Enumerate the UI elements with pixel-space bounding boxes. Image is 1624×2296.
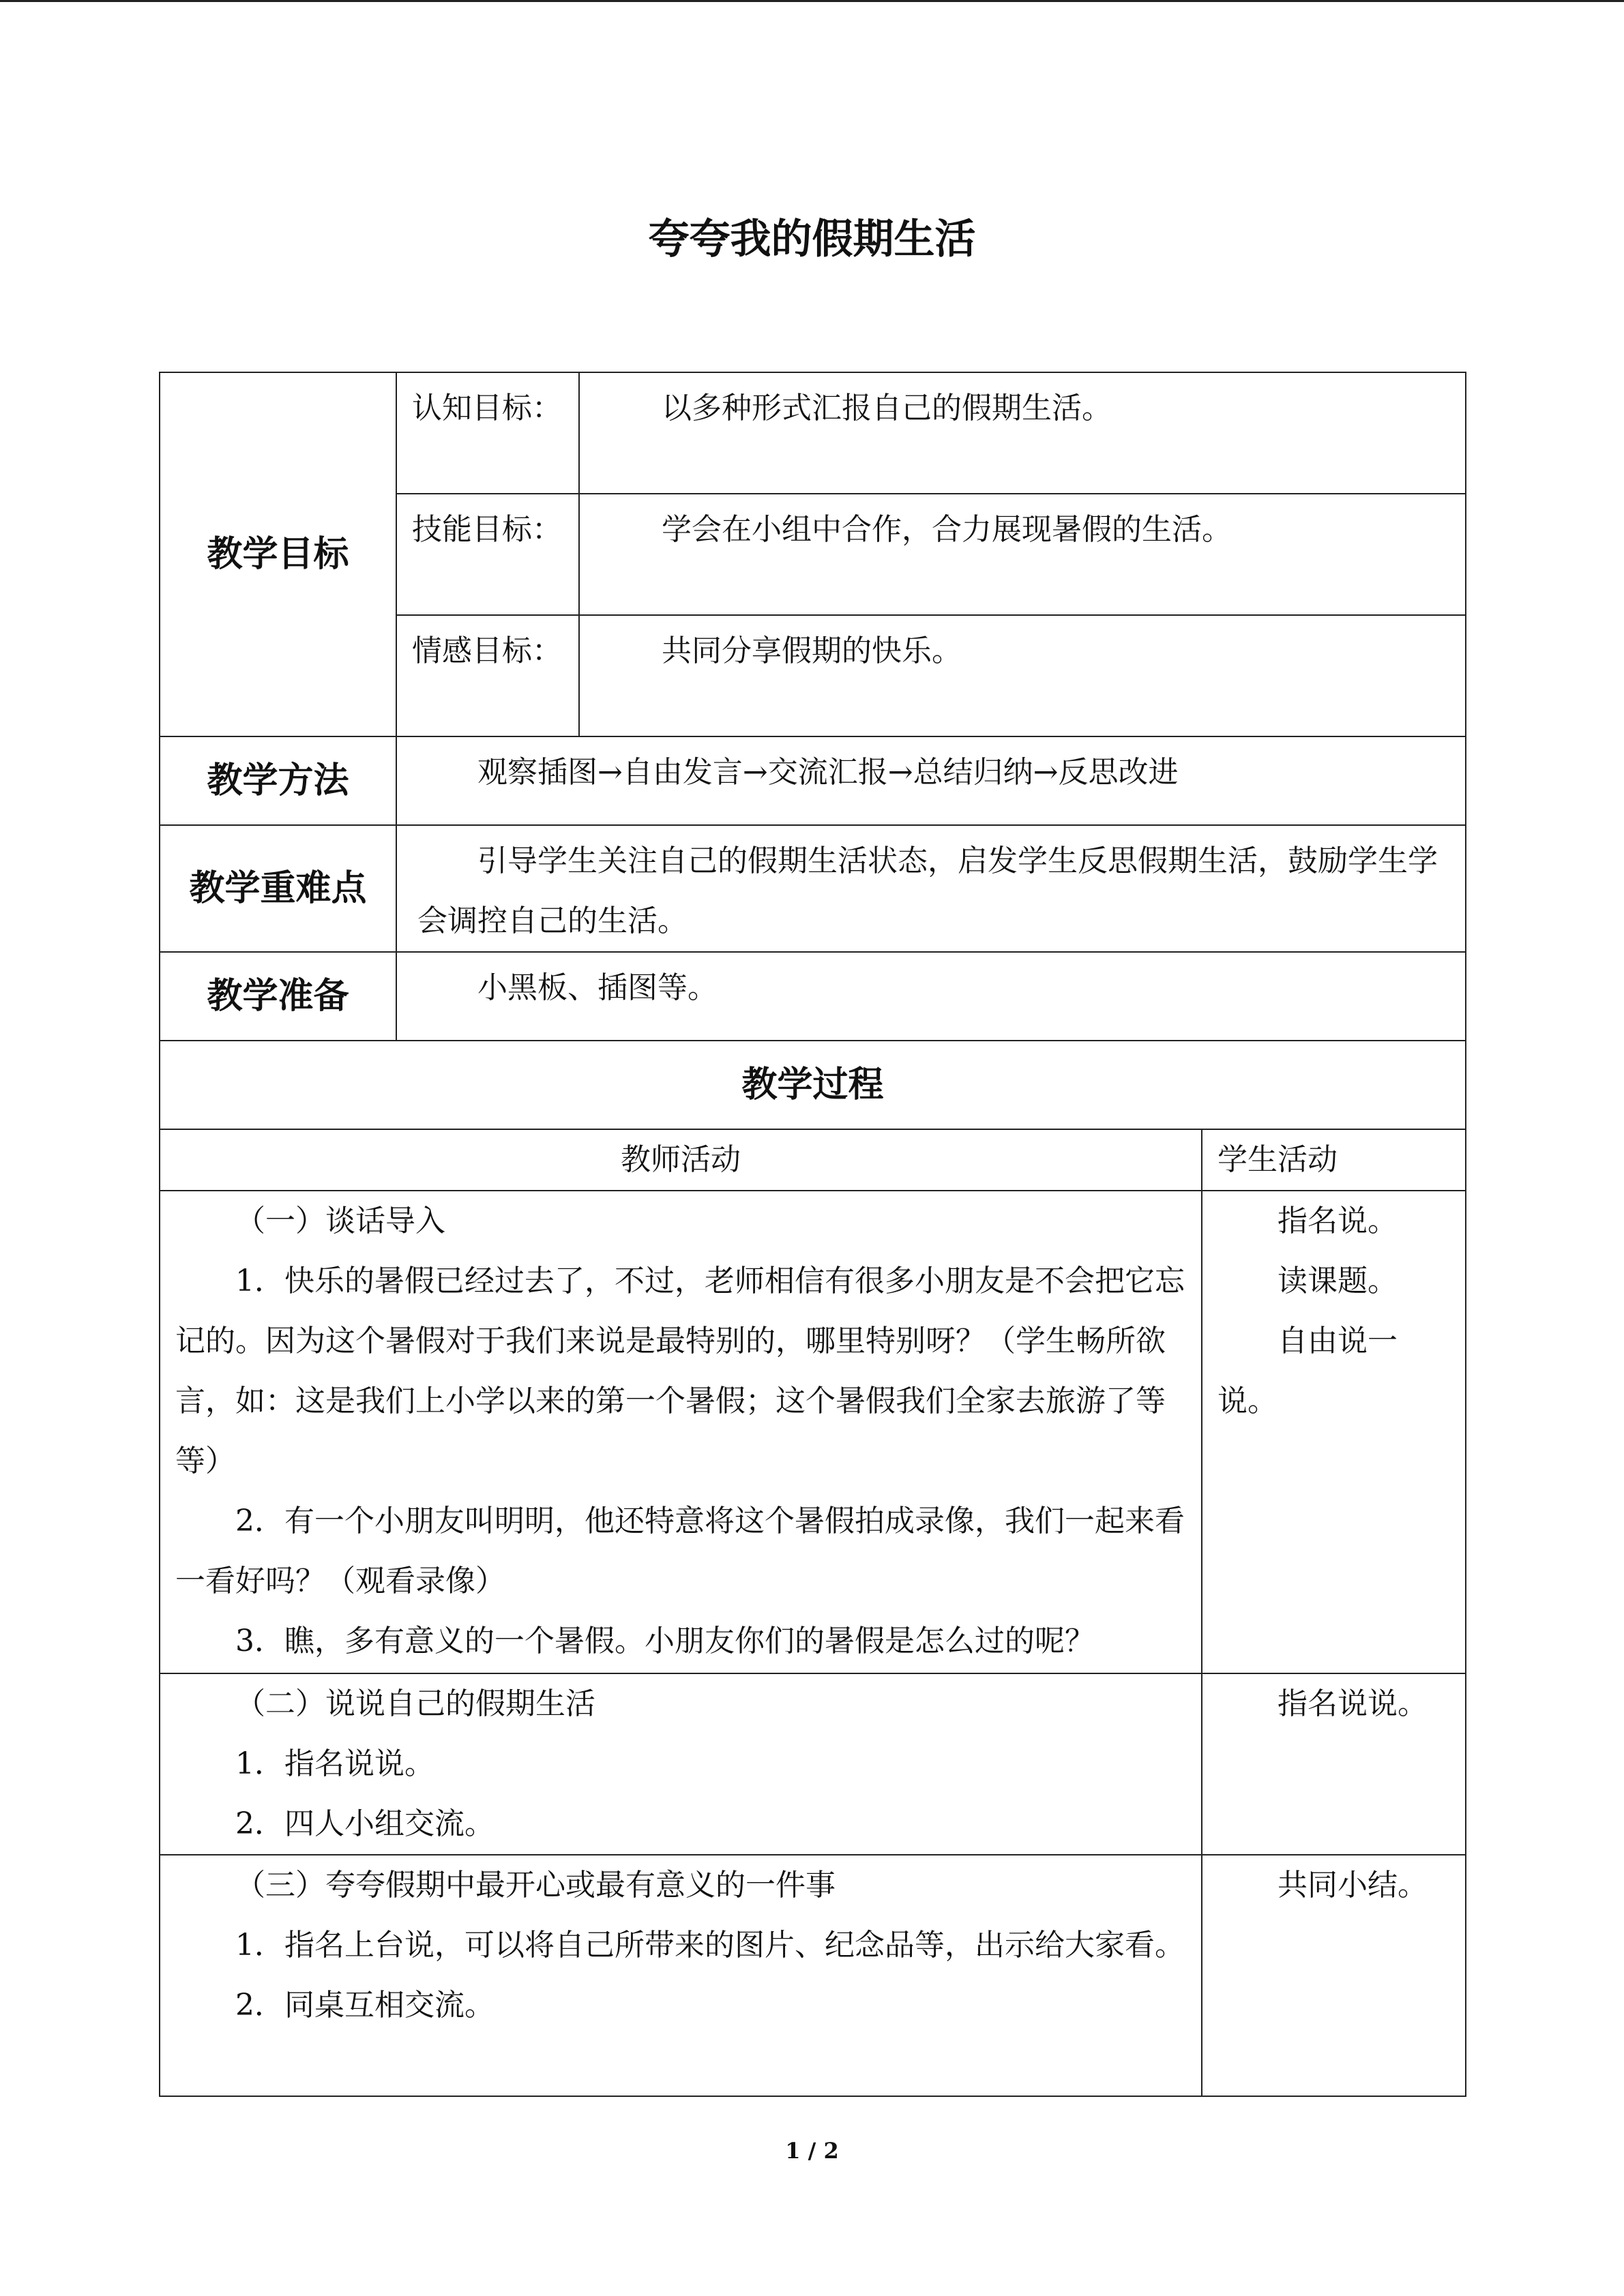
- student-activity: [1202, 1673, 1466, 1855]
- teacher-activity: [160, 1855, 1202, 2096]
- stage-step: 2．有一个小朋友叫明明，他还特意将这个暑假拍成录像，我们一起来看一看好吗？（观看录像）: [175, 1504, 1185, 1598]
- student-activity: [1202, 1855, 1466, 2096]
- process-stage-row: [160, 1855, 1466, 2096]
- objective-text: 学会在小组中合作，合力展现暑假的生活。: [579, 494, 1466, 615]
- student-step: 读课题。: [1278, 1264, 1398, 1298]
- method-label: 教学方法: [160, 736, 396, 825]
- focus-row: [160, 825, 1466, 952]
- page-title: 夸夸我的假期生活: [648, 215, 976, 263]
- process-stage-row: [160, 1191, 1466, 1673]
- objective-sub-label: 技能目标：: [396, 494, 579, 615]
- method-row: [160, 736, 1466, 825]
- process-stage-row: [160, 1673, 1466, 1855]
- stage-heading: （二）说说自己的假期生活: [235, 1686, 595, 1721]
- stage-step: 2．四人小组交流。: [235, 1806, 494, 1841]
- stage-step: 1．指名上台说，可以将自己所带来的图片、纪念品等，出示给大家看。: [235, 1928, 1185, 1963]
- page-number: 1 / 2: [785, 2138, 839, 2164]
- objective-text: 共同分享假期的快乐。: [579, 615, 1466, 736]
- student-step: 指名说说。: [1278, 1686, 1428, 1721]
- teacher-activity-header: 教师活动: [160, 1129, 1202, 1191]
- process-title-row: [160, 1041, 1466, 1129]
- stage-step: 3．瞧，多有意义的一个暑假。小朋友你们的暑假是怎么过的呢？: [235, 1624, 1095, 1658]
- focus-label: 教学重难点: [160, 825, 396, 952]
- process-title: 教学过程: [160, 1041, 1466, 1129]
- prep-row: [160, 952, 1466, 1041]
- prep-label: 教学准备: [160, 952, 396, 1041]
- stage-heading: （一）谈话导入: [235, 1204, 445, 1238]
- student-step: 指名说。: [1278, 1204, 1398, 1238]
- stage-step: 2．同桌互相交流。: [235, 1988, 494, 2023]
- teacher-activity: [160, 1673, 1202, 1855]
- objective-text: 以多种形式汇报自己的假期生活。: [579, 372, 1466, 494]
- objectives-label: 教学目标: [160, 372, 396, 736]
- student-activity-header: 学生活动: [1202, 1129, 1466, 1191]
- objective-row: [160, 372, 1466, 494]
- method-text: 观察插图→自由发言→交流汇报→总结归纳→反思改进: [396, 736, 1466, 825]
- stage-step: 1．指名说说。: [235, 1746, 434, 1781]
- student-activity: [1202, 1191, 1466, 1673]
- student-step: 共同小结。: [1278, 1868, 1428, 1903]
- stage-step: 1．快乐的暑假已经过去了，不过，老师相信有很多小朋友是不会把它忘记的。因为这个暑假对于我们来说是最特别的，哪里特别呀？（学生畅所欲言，如：这是我们上小学以来的第一个暑假；这个暑假我们全家去旅游了等等）: [175, 1264, 1185, 1478]
- objective-sub-label: 认知目标：: [396, 372, 579, 494]
- stage-heading: （三）夸夸假期中最开心或最有意义的一件事: [235, 1868, 836, 1903]
- lesson-plan-table: [159, 372, 1466, 2097]
- student-step: 自由说一说。: [1217, 1324, 1398, 1418]
- teacher-activity: [160, 1191, 1202, 1673]
- objective-sub-label: 情感目标：: [396, 615, 579, 736]
- focus-text: 引导学生关注自己的假期生活状态，启发学生反思假期生活，鼓励学生学会调控自己的生活。: [396, 825, 1466, 952]
- process-header-row: [160, 1129, 1466, 1191]
- prep-text: 小黑板、插图等。: [396, 952, 1466, 1041]
